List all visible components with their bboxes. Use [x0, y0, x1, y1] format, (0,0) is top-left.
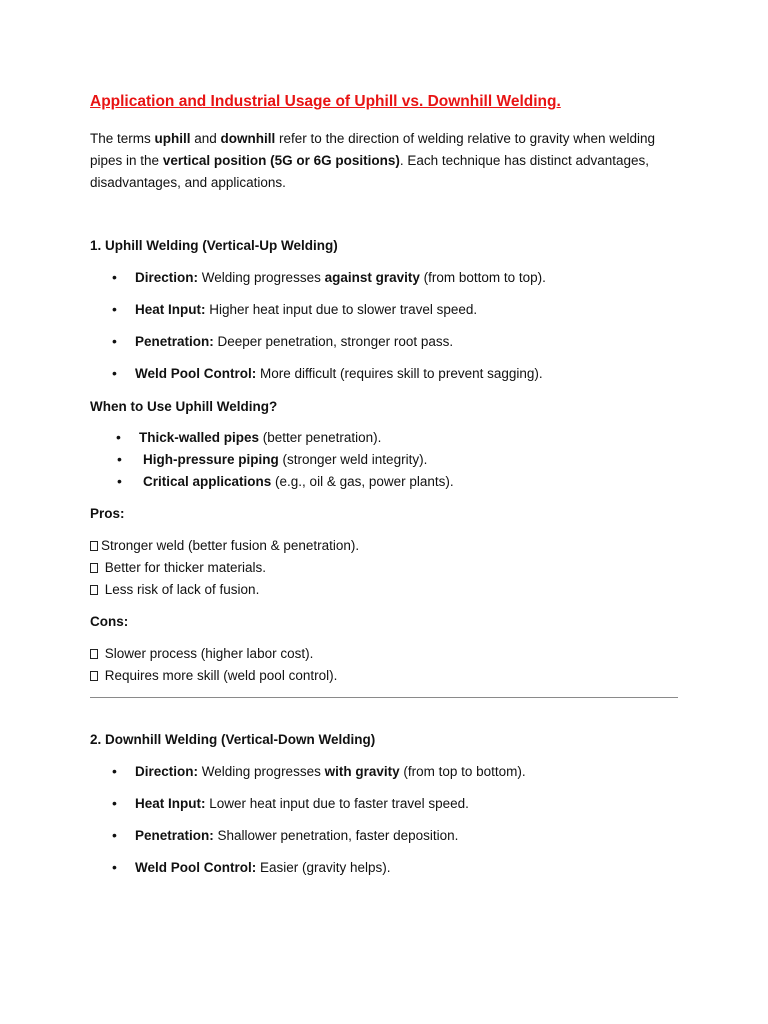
intro-line-3: disadvantages, and applications.: [90, 175, 286, 190]
intro-term-uphill: uphill: [154, 131, 191, 146]
uphill-direction-item: [135, 270, 546, 285]
uphill-when-item: [143, 452, 427, 467]
bullet-text: More difficult (requires skill to prevent sagging).: [256, 366, 543, 381]
bullet-emphasis: against gravity: [324, 270, 420, 285]
cons-item: [90, 668, 337, 683]
uphill-heading: 1. Uphill Welding (Vertical-Up Welding): [90, 238, 338, 253]
downhill-direction-item: [135, 764, 526, 779]
document-title: Application and Industrial Usage of Uphill vs. Downhill Welding.: [90, 93, 561, 110]
checkbox-glyph-icon: [90, 671, 98, 681]
bullet-text: (from bottom to top).: [419, 270, 546, 285]
intro-text: . Each technique has distinct advantages,: [399, 153, 650, 168]
bullet-label: Weld Pool Control:: [135, 860, 257, 875]
cons-text: Requires more skill (weld pool control).: [101, 668, 338, 683]
bullet-text: (from top to bottom).: [399, 764, 526, 779]
cons-heading: Cons:: [90, 614, 129, 629]
downhill-penetration-item: [135, 828, 458, 843]
pros-item: [90, 538, 359, 553]
uphill-pool-item: [135, 366, 543, 381]
checkbox-glyph-icon: [90, 563, 98, 573]
bullet-label: Thick-walled pipes: [139, 430, 260, 445]
bullet-text: Welding progresses: [198, 270, 325, 285]
bullet-label: Critical applications: [143, 474, 272, 489]
bullet-text: Easier (gravity helps).: [256, 860, 391, 875]
downhill-heat-item: [135, 796, 469, 811]
downhill-heading: 2. Downhill Welding (Vertical-Down Welding): [90, 732, 376, 747]
checkbox-glyph-icon: [90, 649, 98, 659]
intro-line-1: [90, 131, 655, 146]
bullet-label: Weld Pool Control:: [135, 366, 257, 381]
bullet-text: (better penetration).: [259, 430, 382, 445]
downhill-pool-item: [135, 860, 391, 875]
pros-item: [90, 560, 266, 575]
bullet-text: Lower heat input due to faster travel speed.: [205, 796, 469, 811]
bullet-text: Deeper penetration, stronger root pass.: [213, 334, 454, 349]
checkbox-glyph-icon: [90, 585, 98, 595]
pros-item: [90, 582, 259, 597]
pros-text: Less risk of lack of fusion.: [101, 582, 260, 597]
uphill-heat-item: [135, 302, 477, 317]
intro-term-downhill: downhill: [220, 131, 276, 146]
cons-text: Slower process (higher labor cost).: [101, 646, 314, 661]
checkbox-glyph-icon: [90, 541, 98, 551]
intro-line-2: [90, 153, 649, 168]
bullet-label: Heat Input:: [135, 796, 206, 811]
pros-text: Better for thicker materials.: [101, 560, 267, 575]
uphill-when-item: [139, 430, 381, 445]
bullet-text: Welding progresses: [198, 764, 325, 779]
bullet-label: Heat Input:: [135, 302, 206, 317]
intro-text: The terms: [90, 131, 155, 146]
bullet-label: Penetration:: [135, 334, 214, 349]
pros-heading: Pros:: [90, 506, 125, 521]
pros-text: Stronger weld (better fusion & penetration).: [101, 538, 360, 553]
bullet-label: Penetration:: [135, 828, 214, 843]
bullet-label: Direction:: [135, 270, 199, 285]
uphill-penetration-item: [135, 334, 453, 349]
uphill-when-heading: When to Use Uphill Welding?: [90, 399, 278, 414]
intro-text: refer to the direction of welding relative to gravity when welding: [275, 131, 655, 146]
bullet-text: Shallower penetration, faster deposition.: [213, 828, 459, 843]
bullet-label: Direction:: [135, 764, 199, 779]
intro-term-vertical: vertical position (5G or 6G positions): [162, 153, 400, 168]
intro-text: pipes in the: [90, 153, 163, 168]
intro-text: and: [190, 131, 221, 146]
uphill-when-item: [143, 474, 454, 489]
bullet-text: Higher heat input due to slower travel speed.: [205, 302, 478, 317]
section-divider: [90, 697, 678, 698]
bullet-label: High-pressure piping: [143, 452, 279, 467]
bullet-text: (stronger weld integrity).: [278, 452, 428, 467]
cons-item: [90, 646, 313, 661]
bullet-emphasis: with gravity: [324, 764, 400, 779]
bullet-text: (e.g., oil & gas, power plants).: [271, 474, 454, 489]
